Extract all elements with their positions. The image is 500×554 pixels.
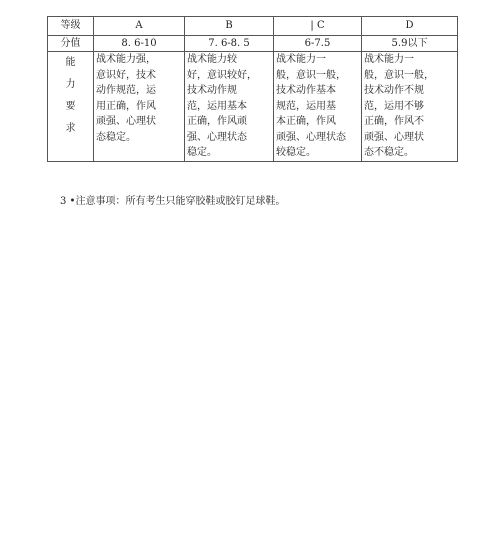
score-c: 6-7.5 [274,36,362,52]
ability-d: 战术能力一 般，意识一般， 技术动作不规 范，运用不够 正确，作风不 顽强、心理状 态不稳定。 [362,52,458,162]
ability-a: 战术能力强， 意识好，技术 动作规范，运 用正确，作风 顽强、心理状 态稳定。 [94,52,185,162]
ability-c: 战术能力一 般，意识一般， 技术动作基本 规范，运用基 本正确，作风 顽强、心理状态 较稳定。 [274,52,362,162]
grade-a: A [94,17,185,36]
score-b: 7. 6-8. 5 [185,36,274,52]
grade-table [47,16,458,162]
ability-label: 能 力 要 求 [48,52,94,162]
ability-b: 战术能力较 好，意识较好， 技术动作规 范，运用基本 正确，作风顽 强、心理状态 稳定。 [185,52,274,162]
score-label: 分值 [48,36,94,52]
notice-text: 3 •注意事项：所有考生只能穿胶鞋或胶钉足球鞋。 [60,196,286,207]
grade-d: D [362,17,458,36]
grade-b: B [185,17,274,36]
score-d: 5.9以下 [362,36,458,52]
score-a: 8. 6-10 [94,36,185,52]
table-row [48,17,458,36]
grade-c: | C [274,17,362,36]
table-row [48,36,458,52]
table-row [48,52,458,162]
grade-label: 等级 [48,17,94,36]
